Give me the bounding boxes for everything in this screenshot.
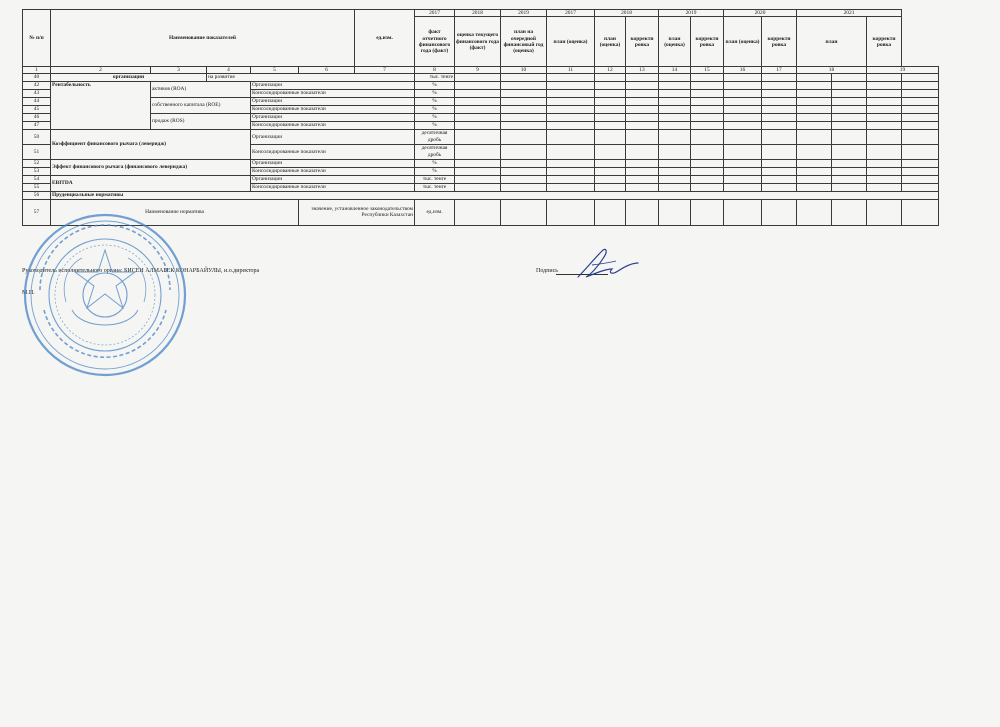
year-header: 2021 [797, 10, 902, 17]
head-of-executive-body: Руководитель исполнительного органа: БИСЕН АЛМАБЕК КОНАРБАЙУЛЫ, и.о.директора [22, 268, 260, 274]
sub-header: оценка текущего финансового года (факт) [455, 17, 501, 67]
table-row [23, 74, 939, 81]
col-number: 16 [724, 67, 762, 74]
row-unit: десятичная дробь [415, 144, 455, 159]
col-number: 8 [415, 67, 455, 74]
row-number: 55 [23, 183, 51, 191]
col-number: 5 [251, 67, 299, 74]
table-row [23, 81, 939, 89]
table-row [23, 97, 939, 105]
row-type: Организации [251, 81, 415, 89]
table-row [23, 159, 939, 167]
sub-header: факт отчетного финансового года (факт) [415, 17, 455, 67]
year-header: 2017 [547, 10, 595, 17]
sub-header: план (оценка) [595, 17, 626, 67]
col-number: 17 [762, 67, 797, 74]
col-number: 12 [595, 67, 626, 74]
table-row [23, 191, 939, 199]
col-number: 6 [299, 67, 355, 74]
col-number: 9 [455, 67, 501, 74]
row-type: Консолидированные показатели [251, 121, 415, 129]
row-type: Организации [251, 159, 415, 167]
col-number: 3 [151, 67, 207, 74]
row-number: 46 [23, 113, 51, 121]
row-type: Организации [251, 113, 415, 121]
row-unit: % [415, 167, 455, 175]
row-type: Организации [251, 175, 415, 183]
col-header-indicators: Наименование показателей [51, 10, 355, 67]
row-unit: % [415, 105, 455, 113]
column-numbers-row [23, 67, 939, 74]
table-row [23, 175, 939, 183]
col-number: 10 [501, 67, 547, 74]
col-number: 1 [23, 67, 51, 74]
row-unit: % [415, 113, 455, 121]
sub-header: план (оценка) [724, 17, 762, 67]
row-number: 40 [23, 74, 51, 81]
row-unit: тыс. тенге [415, 183, 455, 191]
col-number: 19 [867, 67, 939, 74]
indicators-table [22, 9, 939, 226]
row-number: 56 [23, 191, 51, 199]
row-type: Организации [251, 129, 415, 144]
row-type: Консолидированные показатели [251, 89, 415, 97]
row-unit: тыс. тенге [415, 175, 455, 183]
row-unit: десятичная дробь [415, 129, 455, 144]
sub-header: план (оценка) [659, 17, 691, 67]
year-header: 2020 [724, 10, 797, 17]
handwritten-signature [572, 247, 642, 283]
col-number: 13 [626, 67, 659, 74]
row-number: 54 [23, 175, 51, 183]
col-number: 7 [355, 67, 415, 74]
table-row [23, 113, 939, 121]
col-number: 4 [207, 67, 251, 74]
col-number: 2 [51, 67, 151, 74]
year-header: 2017 [415, 10, 455, 17]
row-number: 42 [23, 81, 51, 89]
table-row [23, 129, 939, 144]
stamp-place-label: М.П. [22, 290, 35, 296]
row-number: 45 [23, 105, 51, 113]
row-unit: % [415, 89, 455, 97]
official-seal-stamp [20, 210, 190, 380]
row-number: 43 [23, 89, 51, 97]
sub-header: план [797, 17, 867, 67]
row-unit: % [415, 121, 455, 129]
row-unit: % [415, 159, 455, 167]
row-type: Организации [251, 97, 415, 105]
row-sub: продаж (ROS) [151, 113, 251, 129]
col-number: 14 [659, 67, 691, 74]
row-group: Рентабельность [51, 81, 151, 129]
signature-label: Подпись [536, 268, 559, 274]
row-unit: ед.изм. [415, 199, 455, 225]
sub-header: план на очередной финансовый год (оценка) [501, 17, 547, 67]
row-unit: % [415, 81, 455, 89]
row-sub: активов (ROA) [151, 81, 251, 97]
row-number: 57 [23, 199, 51, 225]
row-number: 50 [23, 129, 51, 144]
col-number: 15 [691, 67, 724, 74]
row-sub: собственного капитала (ROE) [151, 97, 251, 113]
row-group: Эффект финансового рычага (финансового левериджа) [51, 159, 251, 175]
row-name: организации [51, 74, 207, 81]
year-header: 2019 [501, 10, 547, 17]
row-name: Наименование норматива [51, 199, 299, 225]
header-row-years [23, 10, 939, 17]
sub-header: корректи ровка [867, 17, 902, 67]
col-header-unit: ед.изм. [355, 10, 415, 67]
row-number: 47 [23, 121, 51, 129]
row-type: Консолидированные показатели [251, 144, 415, 159]
row-number: 52 [23, 159, 51, 167]
row-value: значение, установленное законодательством Республики Казахстан [299, 199, 415, 225]
sub-header: корректи ровка [762, 17, 797, 67]
row-number: 44 [23, 97, 51, 105]
row-group: Коэффициент финансового рычага (леверидж) [51, 129, 251, 159]
row-number: 53 [23, 167, 51, 175]
sub-header: план (оценка) [547, 17, 595, 67]
row-number: 51 [23, 144, 51, 159]
row-unit: тыс. тенге [415, 74, 455, 81]
col-header-number: № п/п [23, 10, 51, 67]
row-group: EBITDA [51, 175, 251, 191]
row-type: Консолидированные показатели [251, 105, 415, 113]
col-number: 18 [797, 67, 867, 74]
row-type: Консолидированные показатели [251, 183, 415, 191]
year-header: 2018 [455, 10, 501, 17]
row-name: Пруденциальные нормативы [51, 191, 939, 199]
row-type: Консолидированные показатели [251, 167, 415, 175]
col-number: 11 [547, 67, 595, 74]
row-unit: % [415, 97, 455, 105]
sub-header: корректи ровка [626, 17, 659, 67]
year-header: 2019 [659, 10, 724, 17]
row-type: на развитие [207, 74, 415, 81]
year-header: 2018 [595, 10, 659, 17]
sub-header: корректи ровка [691, 17, 724, 67]
